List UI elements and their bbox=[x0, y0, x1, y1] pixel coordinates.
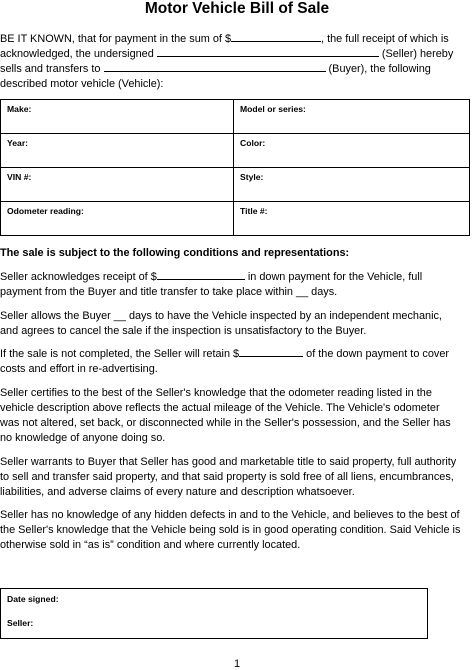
color-field[interactable] bbox=[234, 134, 470, 168]
odometer-cert-text: was not altered, set back, or disconnected while in the Seller's possession, and the Seller has bbox=[0, 417, 451, 429]
inspection-text: Seller allows the Buyer __ days to have the Vehicle inspected by an independent mechanic, bbox=[0, 310, 442, 322]
title-number-field[interactable] bbox=[234, 202, 470, 236]
title-warranty-text: liabilities, and adverse claims of every nature and description whatsoever. bbox=[0, 486, 355, 498]
date-signed-label[interactable]: Date signed: bbox=[7, 594, 59, 604]
title-warranty-paragraph bbox=[0, 455, 472, 500]
not-completed-text: costs and effort in re-advertising. bbox=[0, 363, 158, 375]
title-warranty-text: to sell and transfer said property, and that said property is sold free of all liens, encumbrances, bbox=[0, 471, 454, 483]
model-field[interactable] bbox=[234, 100, 470, 134]
down-payment-text: Seller acknowledges receipt of $ bbox=[0, 271, 157, 283]
conditions-heading: The sale is subject to the following conditions and representations: bbox=[0, 247, 350, 259]
vin-field[interactable] bbox=[1, 168, 234, 202]
title-warranty-text: Seller warrants to Buyer that Seller has good and marketable title to said property, full authority bbox=[0, 456, 457, 468]
document-title: Motor Vehicle Bill of Sale bbox=[144, 0, 330, 17]
odometer-cert-text: Seller certifies to the best of the Seller's knowledge that the odometer reading listed in the bbox=[0, 387, 432, 399]
odometer-field[interactable] bbox=[1, 202, 234, 236]
odometer-certification-paragraph bbox=[0, 386, 472, 446]
intro-paragraph bbox=[0, 32, 472, 92]
odometer-cert-text: vehicle description above reflects the actual mileage of the Vehicle. The Vehicle's odometer bbox=[0, 402, 440, 414]
intro-text: sells and transfers to bbox=[0, 63, 101, 75]
style-label: Style: bbox=[240, 172, 264, 182]
intro-text: (Buyer), the following bbox=[328, 63, 431, 75]
style-field[interactable] bbox=[234, 168, 470, 202]
down-payment-text: payment from the Buyer and title transfer to take place within __ days. bbox=[0, 286, 338, 298]
year-label: Year: bbox=[7, 138, 29, 148]
not-completed-text: of the down payment to cover bbox=[306, 348, 450, 360]
defects-text: otherwise sold in “as is” condition and where currently located. bbox=[0, 539, 301, 551]
make-label: Make: bbox=[7, 104, 32, 114]
buyer-name-blank[interactable] bbox=[104, 62, 326, 72]
payment-amount-blank[interactable] bbox=[231, 32, 321, 42]
color-label: Color: bbox=[240, 138, 266, 148]
defects-text: the Seller's knowledge that the Vehicle being sold is in good operating condition. Said Vehicle is bbox=[0, 524, 461, 536]
vin-label: VIN #: bbox=[7, 172, 32, 182]
page-number: 1 bbox=[233, 658, 241, 670]
inspection-paragraph bbox=[0, 309, 472, 339]
retained-amount-blank[interactable] bbox=[239, 347, 303, 357]
intro-text: (Seller) hereby bbox=[381, 48, 454, 60]
intro-text: , the full receipt of which is bbox=[321, 33, 449, 45]
vehicle-description-table bbox=[0, 99, 470, 236]
seller-name-blank[interactable] bbox=[157, 47, 379, 57]
down-payment-paragraph bbox=[0, 270, 472, 300]
model-label: Model or series: bbox=[240, 104, 306, 114]
seller-signature-label[interactable]: Seller: bbox=[7, 618, 34, 628]
down-payment-blank[interactable] bbox=[157, 270, 245, 280]
intro-text: BE IT KNOWN, that for payment in the sum of $ bbox=[0, 33, 232, 45]
make-field[interactable] bbox=[1, 100, 234, 134]
not-completed-paragraph bbox=[0, 347, 472, 377]
not-completed-text: If the sale is not completed, the Seller will retain $ bbox=[0, 348, 240, 360]
defects-text: Seller has no knowledge of any hidden defects in and to the Vehicle, and believes to the best of bbox=[0, 509, 460, 521]
intro-text: acknowledged, the undersigned bbox=[0, 48, 154, 60]
intro-text: described motor vehicle (Vehicle): bbox=[0, 78, 164, 90]
down-payment-text: in down payment for the Vehicle, full bbox=[247, 271, 423, 283]
odometer-label: Odometer reading: bbox=[7, 206, 84, 216]
title-number-label: Title #: bbox=[240, 206, 268, 216]
year-field[interactable] bbox=[1, 134, 234, 168]
inspection-text: and agrees to cancel the sale if the inspection is unsatisfactory to the Buyer. bbox=[0, 325, 367, 337]
defects-paragraph bbox=[0, 508, 472, 553]
odometer-cert-text: no knowledge of anyone doing so. bbox=[0, 432, 166, 444]
signature-box bbox=[0, 588, 428, 639]
